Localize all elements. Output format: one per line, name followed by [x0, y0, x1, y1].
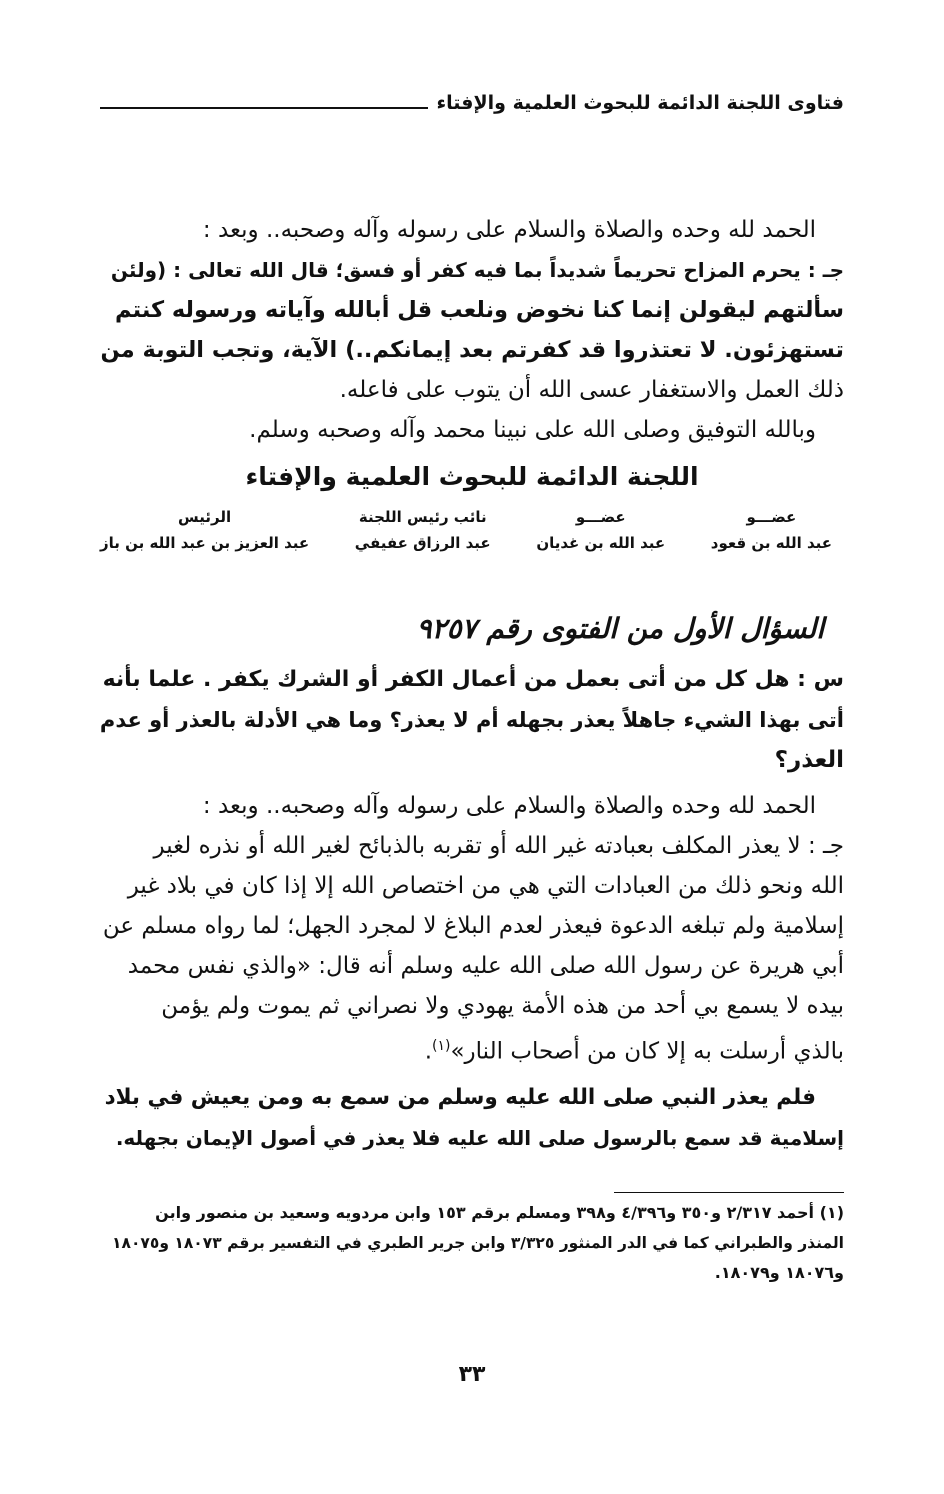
footnote-line: و١٨٠٧٦ و١٨٠٧٩. — [714, 1263, 844, 1282]
question-line: أتى بهذا الشيء جاهلاً يعذر بجهله أم لا يعذر؟ وما هي الأدلة بالعذر أو عدم — [99, 708, 844, 732]
footnote-divider — [614, 1192, 844, 1193]
answer-line: أبي هريرة عن رسول الله صلى الله عليه وسلم أنه قال: «والذي نفس محمد — [127, 953, 844, 979]
question-line: العذر؟ — [774, 747, 844, 773]
signature-member-4 — [711, 508, 832, 552]
answer-line: بيده لا يسمع بي أحد من هذه الأمة يهودي ولا نصراني ثم يموت ولم يؤمن — [161, 993, 844, 1019]
signature-block — [100, 508, 832, 552]
running-header-title: فتاوى اللجنة الدائمة للبحوث العلمية والإفتاء — [436, 92, 844, 114]
signature-name: عبد الله بن قعود — [710, 534, 832, 552]
answer-line: الله ونحو ذلك من العبادات التي هي من اختصاص الله إلا إذا كان في بلاد غير — [127, 873, 844, 899]
signature-role: نائب رئيس اللجنة — [358, 508, 487, 526]
signature-name: عبد العزيز بن عبد الله بن باز — [100, 534, 310, 552]
committee-title: اللجنة الدائمة للبحوث العلمية والإفتاء — [245, 462, 699, 491]
question-line: س : هل كل من أتى بعمل من أعمال الكفر أو الشرك يكفر . علما بأنه — [102, 667, 844, 692]
fatwa-line: سألتهم ليقولن إنما كنا نخوض ونلعب قل أبالله وآياته ورسوله كنتم — [114, 297, 844, 323]
fatwa-closing-line: وبالله التوفيق وصلى الله على نبينا محمد وآله وصحبه وسلم. — [249, 417, 816, 443]
footnote-line: المنذر والطبراني كما في الدر المنثور ٣/٣٢٥ وابن جرير الطبري في التفسير برقم ١٨٠٧٣ و١٨٠٧٥ — [112, 1234, 844, 1252]
signature-role: الرئيس — [178, 508, 232, 526]
answer-line: فلم يعذر النبي صلى الله عليه وسلم من سمع به ومن يعيش في بلاد — [104, 1084, 816, 1110]
answer-line: إسلامية قد سمع بالرسول صلى الله عليه فلا يعذر في أصول الإيمان بجهله. — [115, 1125, 844, 1150]
footnote-reference: (١) — [432, 1038, 451, 1054]
question-heading: السؤال الأول من الفتوى رقم ٩٢٥٧ — [416, 612, 824, 645]
answer-line: بالذي أرسلت به إلا كان من أصحاب النار»$^{(١)}$. — [424, 1038, 844, 1065]
answer-line: إسلامية ولم تبلغه الدعوة فيعذر لعدم البلاغ لا لمجرد الجهل؛ لما رواه مسلم عن — [102, 913, 844, 939]
signature-member-3 — [536, 508, 665, 552]
answer-line: جـ : لا يعذر المكلف بعبادته غير الله أو تقربه بالذبائح لغير الله أو نذره لغير — [153, 833, 844, 859]
signature-role: عضـــو — [575, 508, 626, 526]
fatwa-line: تستهزئون. لا تعتذروا قد كفرتم بعد إيمانكم..) الآية، وتجب التوبة من — [100, 337, 844, 363]
signature-president — [100, 508, 309, 552]
footnotes — [100, 1198, 844, 1288]
fatwa-answer-block — [100, 210, 844, 450]
fatwa-line: جـ : يحرم المزاح تحريماً شديداً بما فيه كفر أو فسق؛ قال الله تعالى : (ولئن — [110, 258, 844, 282]
answer-block — [100, 786, 844, 1158]
fatwa-line: الحمد لله وحده والصلاة والسلام على رسوله وآله وصحبه.. وبعد : — [202, 217, 816, 243]
signature-name: عبد الله بن غديان — [536, 534, 666, 552]
footnote-line: (١) أحمد ٢/٣١٧ و٣٥٠ و٤/٣٩٦ و٣٩٨ ومسلم برقم ١٥٣ وابن مردويه وسعيد بن منصور وابن — [155, 1203, 844, 1222]
signature-vice-president — [355, 508, 491, 552]
answer-line: الحمد لله وحده والصلاة والسلام على رسوله وآله وصحبه.. وبعد : — [202, 793, 816, 819]
page-number: ٣٣ — [458, 1362, 486, 1387]
header-rule — [100, 107, 428, 109]
running-header — [100, 92, 844, 114]
fatwa-line: ذلك العمل والاستغفار عسى الله أن يتوب على فاعله. — [339, 377, 844, 403]
signature-role: عضـــو — [746, 508, 797, 526]
question-block — [100, 660, 844, 780]
signature-name: عبد الرزاق عفيفي — [354, 534, 491, 552]
answer-line-text: بالذي أرسلت به إلا كان من أصحاب النار» — [450, 1038, 844, 1065]
